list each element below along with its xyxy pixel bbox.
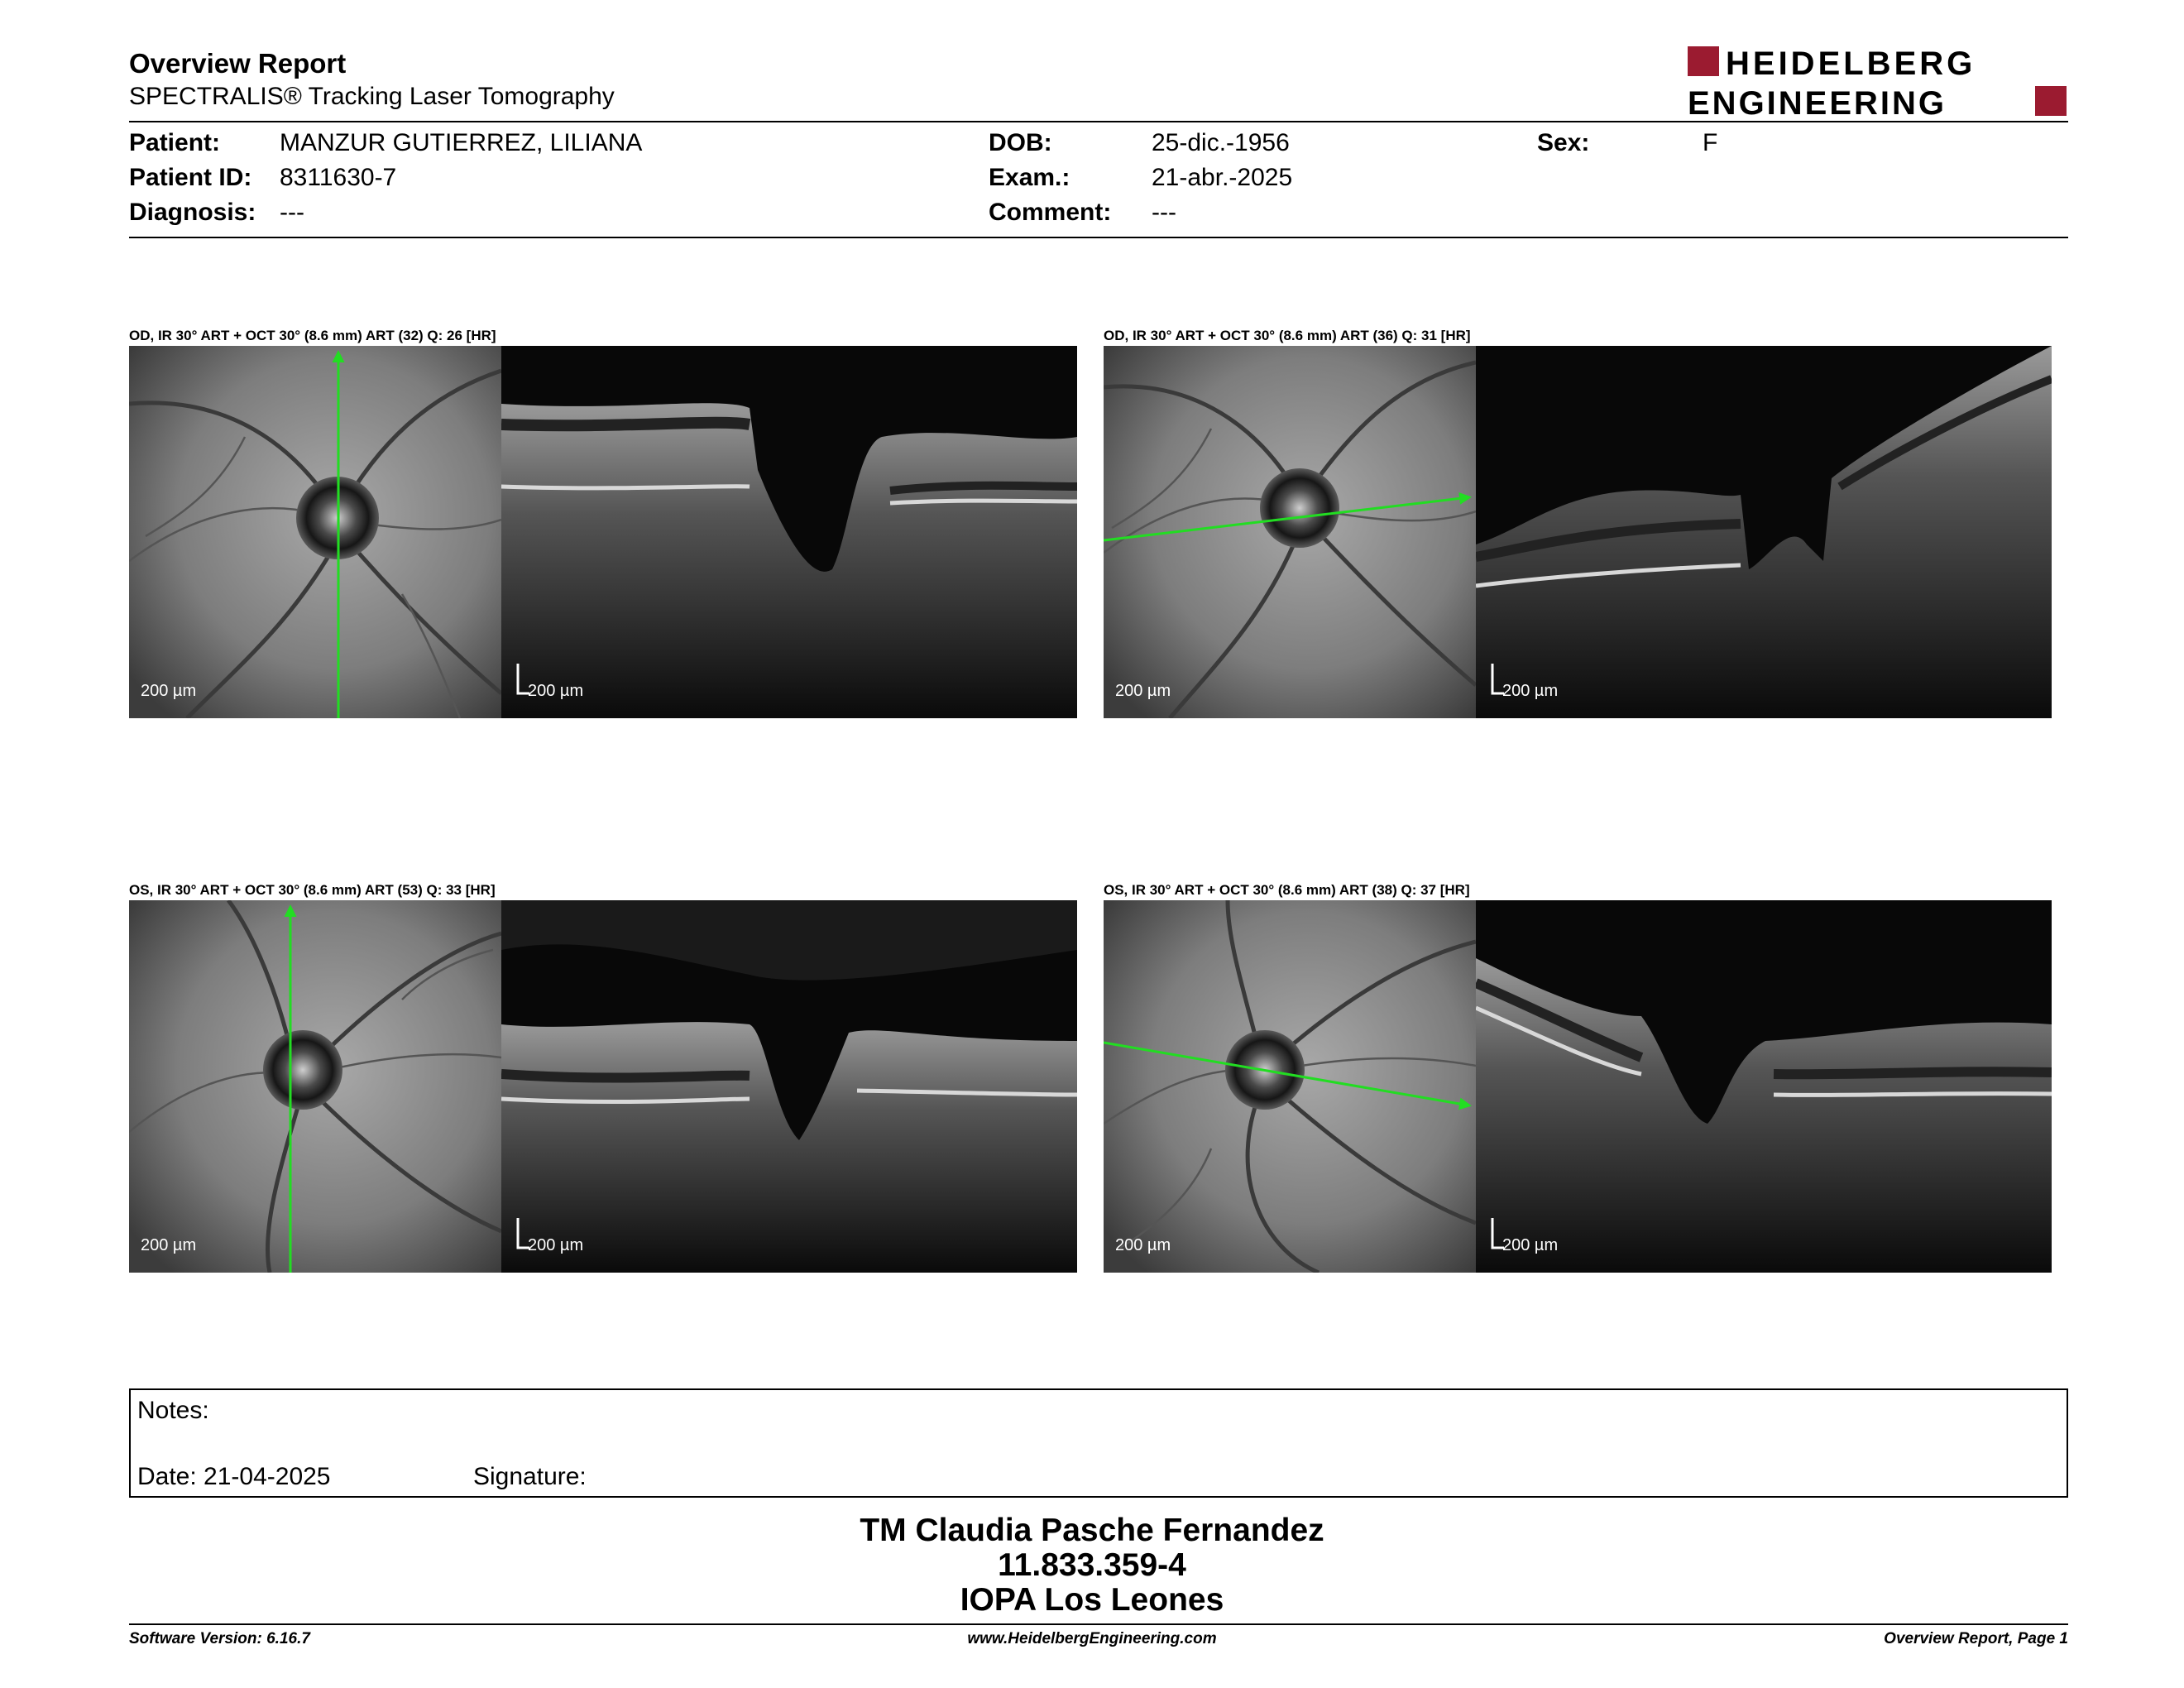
date-label: Date: 21-04-2025 [137,1463,331,1490]
header-divider [129,121,2068,122]
exam-value: 21-abr.-2025 [1152,164,1293,191]
diagnosis-label: Diagnosis: [129,199,256,226]
report-subtitle: SPECTRALIS® Tracking Laser Tomography [129,83,615,110]
report-title: Overview Report [129,48,347,79]
scan-caption: OD, IR 30° ART + OCT 30° (8.6 mm) ART (36) Q: 31 [HR] [1104,328,1471,343]
fundus-scale-label: 200 µm [1115,1236,1171,1254]
scan-panel [129,900,1077,1273]
patient-id-label: Patient ID: [129,164,252,191]
scan-caption: OS, IR 30° ART + OCT 30° (8.6 mm) ART (53) Q: 33 [HR] [129,882,496,898]
comment-value: --- [1152,199,1176,226]
logo-red-block-top [1688,46,1719,76]
fundus-scale-label: 200 µm [141,1236,197,1254]
fundus-scale-label: 200 µm [141,682,197,700]
software-version: Software Version: 6.16.7 [129,1630,310,1647]
diagnosis-value: --- [280,199,304,226]
heidelberg-logo [1688,46,2067,117]
sex-label: Sex: [1537,129,1590,156]
signer-id: 11.833.359-4 [998,1547,1186,1583]
scan-panel [1104,900,2052,1273]
exam-label: Exam.: [989,164,1070,191]
logo-red-block-bottom [2035,86,2067,116]
notes-label: Notes: [137,1397,209,1424]
signer-institution: IOPA Los Leones [960,1582,1224,1618]
oct-bscan-image [1476,346,2052,718]
patient-divider [129,237,2068,238]
patient-label: Patient: [129,129,221,156]
sex-value: F [1703,129,1718,156]
fundus-image [1104,346,1476,718]
signer-name: TM Claudia Pasche Fernandez [860,1513,1324,1548]
patient-id: 8311630-7 [280,164,397,191]
logo-text-top: HEIDELBERG [1726,46,1976,82]
scan-caption: OS, IR 30° ART + OCT 30° (8.6 mm) ART (38) Q: 37 [HR] [1104,882,1470,898]
dob-value: 25-dic.-1956 [1152,129,1290,156]
patient-name: MANZUR GUTIERREZ, LILIANA [280,129,643,156]
scan-panel [129,346,1077,718]
fundus-image [129,346,501,718]
comment-label: Comment: [989,199,1112,226]
scan-caption: OD, IR 30° ART + OCT 30° (8.6 mm) ART (32) Q: 26 [HR] [129,328,496,343]
oct-scale-label: 200 µm [528,1236,584,1254]
notes-box [129,1388,2068,1498]
dob-label: DOB: [989,129,1052,156]
fundus-scale-label: 200 µm [1115,682,1171,700]
footer-divider [129,1623,2068,1625]
oct-bscan-image [1476,900,2052,1273]
page-indicator: Overview Report, Page 1 [1884,1630,2068,1647]
scan-panel [1104,346,2052,718]
logo-text-bottom: ENGINEERING [1688,85,1947,117]
optic-disc [1260,468,1339,548]
signature-label: Signature: [473,1463,587,1490]
website-link[interactable]: www.HeidelbergEngineering.com [967,1630,1217,1647]
oct-bscan-image [501,900,1077,1273]
optic-disc [263,1030,342,1110]
oct-bscan-image [501,346,1077,718]
oct-scale-label: 200 µm [1502,1236,1559,1254]
oct-scale-label: 200 µm [1502,682,1559,700]
oct-scale-label: 200 µm [528,682,584,700]
fundus-image [129,900,501,1273]
fundus-image [1104,900,1476,1273]
